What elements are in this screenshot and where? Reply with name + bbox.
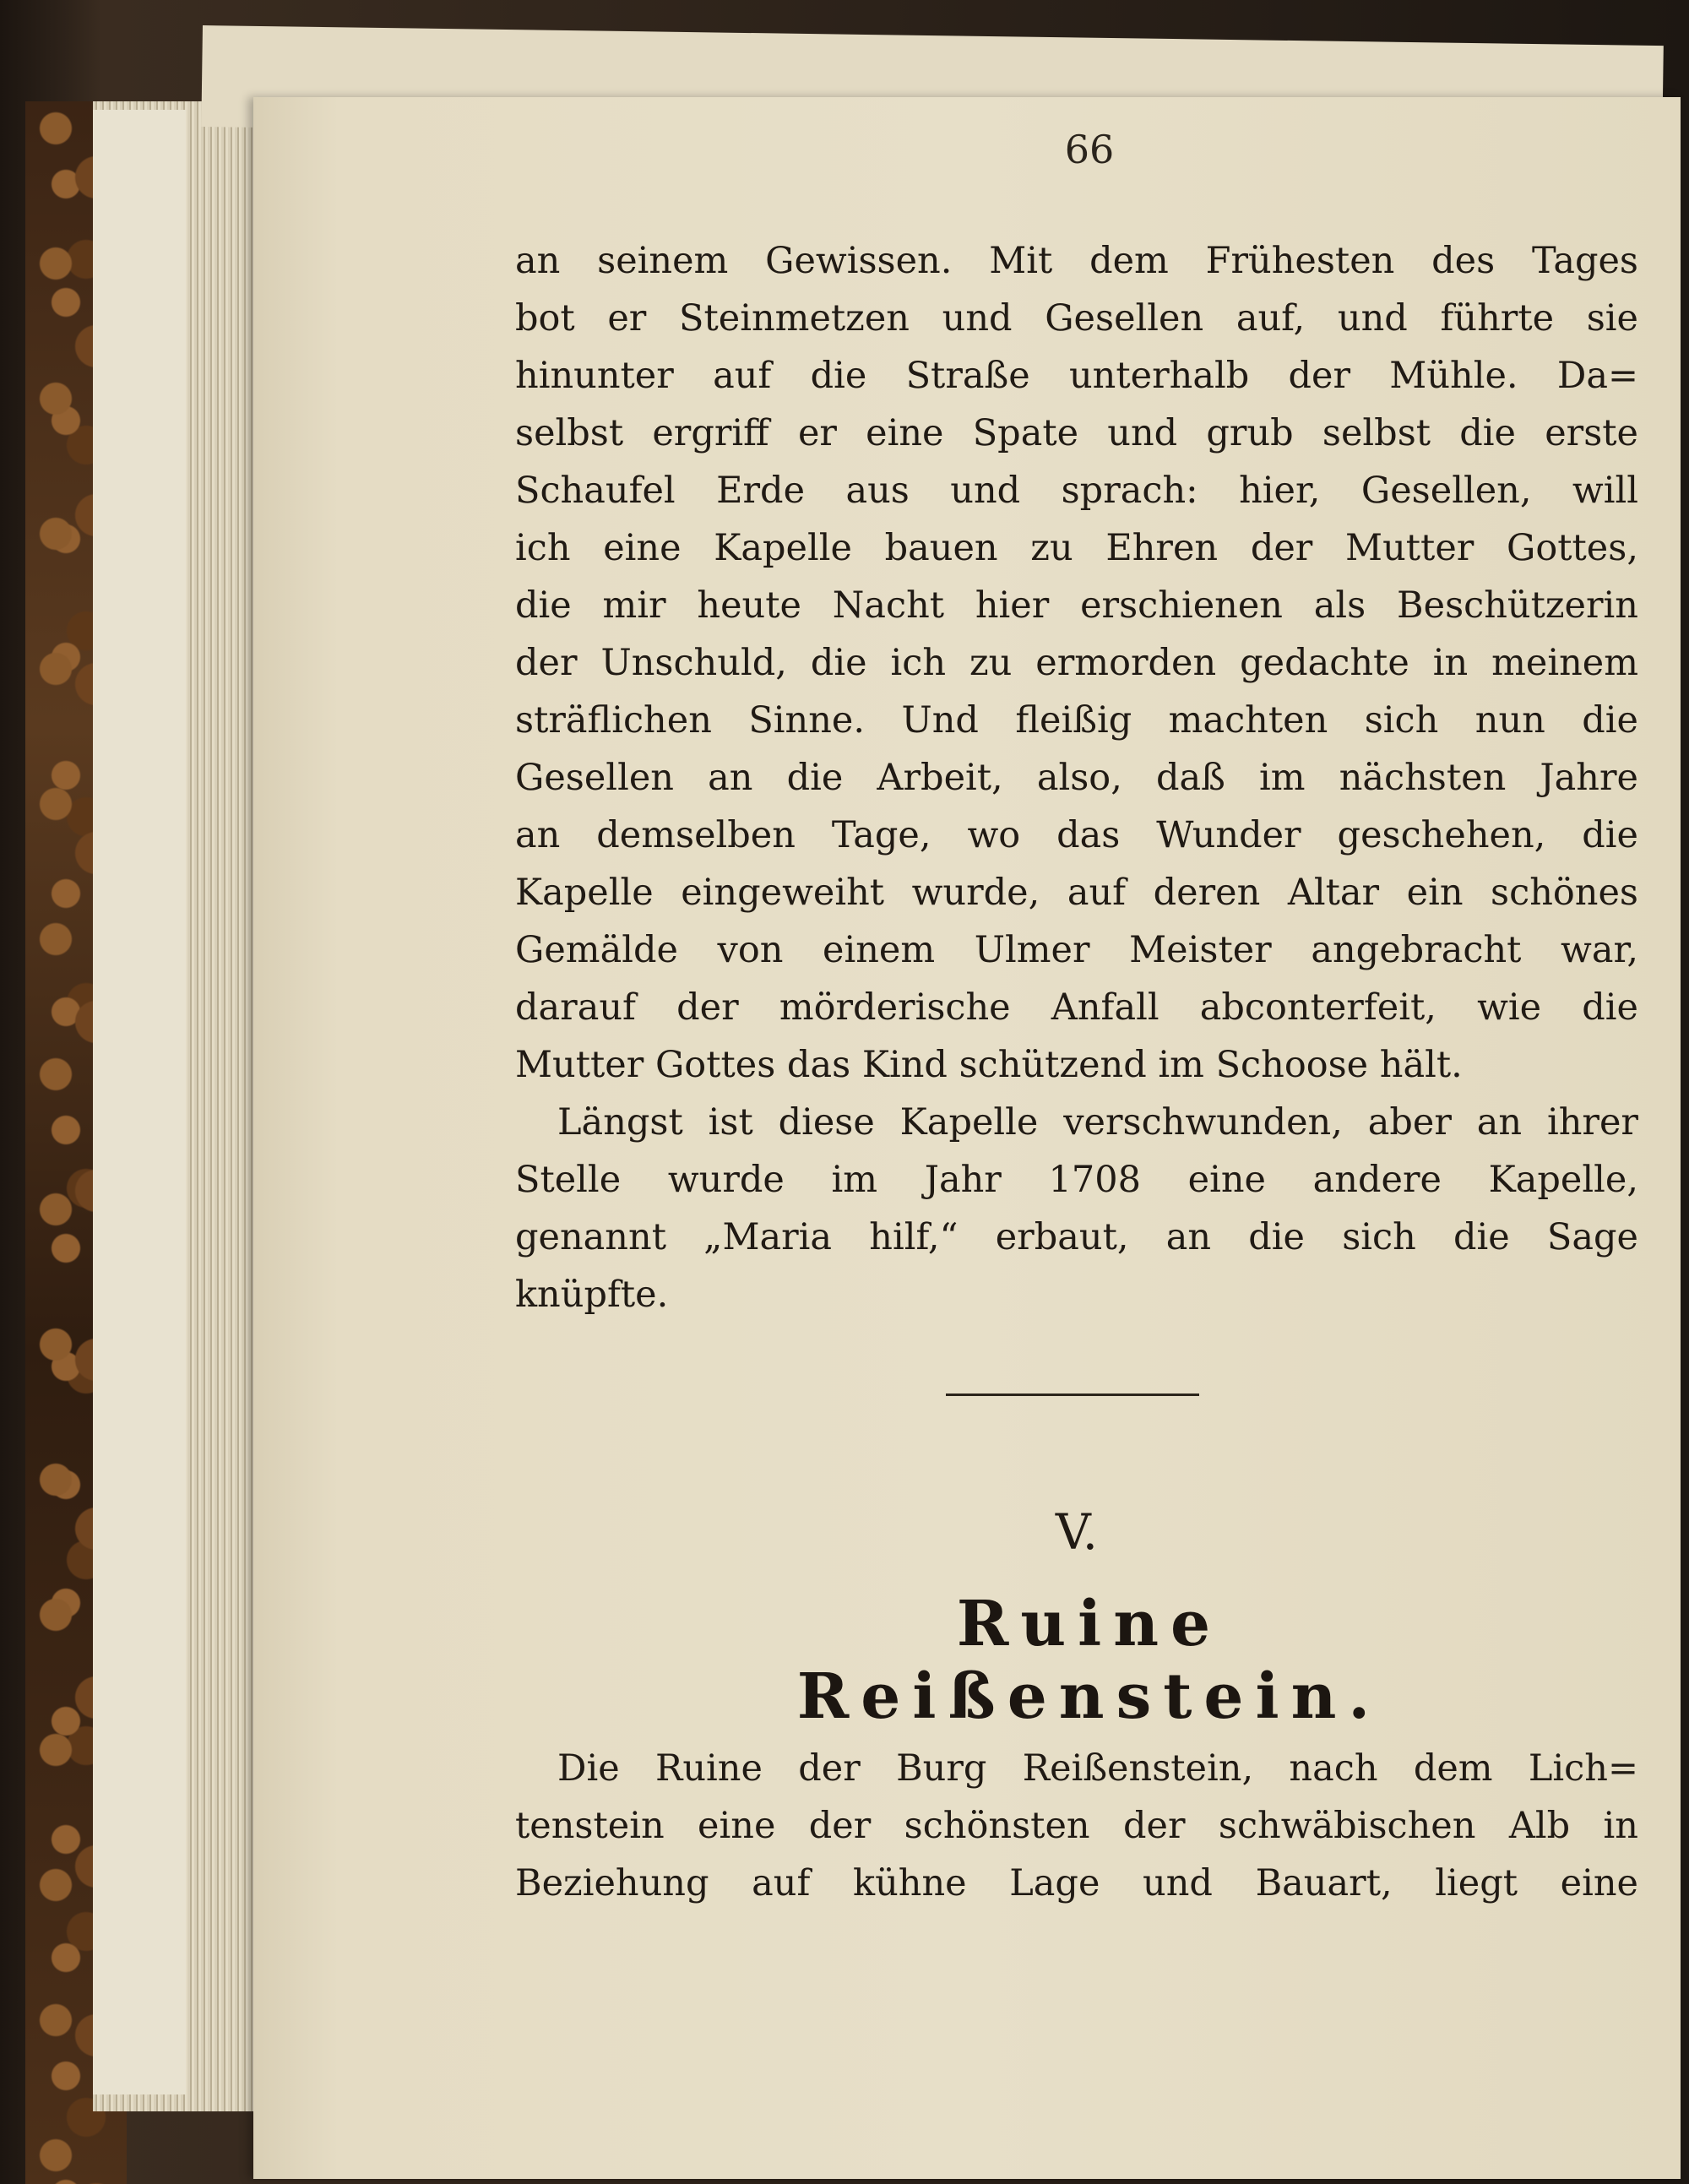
text-line: Stelle wurde im Jahr 1708 eine andere Kapelle, xyxy=(515,1159,1638,1201)
text-line: knüpfte. xyxy=(515,1274,669,1316)
chapter-title: Ruine Reißenstein. xyxy=(796,1588,1382,1733)
text-line: hinunter auf die Straße unterhalb der Mühle. Da= xyxy=(515,355,1638,397)
text-line: an demselben Tage, wo das Wunder geschehen, die xyxy=(515,814,1638,856)
text-line: selbst ergriff er eine Spate und grub selbst die erste xyxy=(515,412,1638,454)
text-line: der Unschuld, die ich zu ermorden gedachte in meinem xyxy=(515,642,1638,684)
text-line: Beziehung auf kühne Lage und Bauart, liegt eine xyxy=(515,1862,1638,1904)
text-line: die mir heute Nacht hier erschienen als Beschützerin xyxy=(515,584,1638,627)
text-line: an seinem Gewissen. Mit dem Frühesten des Tages xyxy=(515,240,1638,282)
text-line: Gemälde von einem Ulmer Meister angebracht war, xyxy=(515,929,1638,971)
text-line: Mutter Gottes das Kind schützend im Schoose hält. xyxy=(515,1044,1463,1086)
text-line: genannt „Maria hilf,“ erbaut, an die sich die Sage xyxy=(515,1216,1638,1258)
text-line: bot er Steinmetzen und Gesellen auf, und führte sie xyxy=(515,297,1638,340)
text-line: tenstein eine der schönsten der schwäbischen Alb in xyxy=(515,1805,1638,1847)
text-line: darauf der mörderische Anfall abconterfeit, wie die xyxy=(515,986,1638,1029)
section-number: V. xyxy=(1055,1503,1099,1561)
text-line: sträflichen Sinne. Und fleißig machten sich nun die xyxy=(515,699,1638,742)
text-line: ich eine Kapelle bauen zu Ehren der Mutter Gottes, xyxy=(515,527,1638,569)
section-divider-rule xyxy=(946,1394,1199,1396)
left-page-leaf xyxy=(93,110,186,2094)
text-line: Die Ruine der Burg Reißenstein, nach dem Lich= xyxy=(557,1747,1638,1790)
text-line: Gesellen an die Arbeit, also, daß im nächsten Jahre xyxy=(515,757,1638,799)
page-number: 66 xyxy=(1064,127,1115,172)
text-line: Längst ist diese Kapelle verschwunden, aber an ihrer xyxy=(557,1101,1638,1144)
body-text-bottom xyxy=(515,1740,1638,1912)
text-line: Kapelle eingeweiht wurde, auf deren Altar ein schönes xyxy=(515,872,1638,914)
body-text-top xyxy=(515,232,1638,1323)
text-line: Schaufel Erde aus und sprach: hier, Gesellen, will xyxy=(515,470,1638,512)
